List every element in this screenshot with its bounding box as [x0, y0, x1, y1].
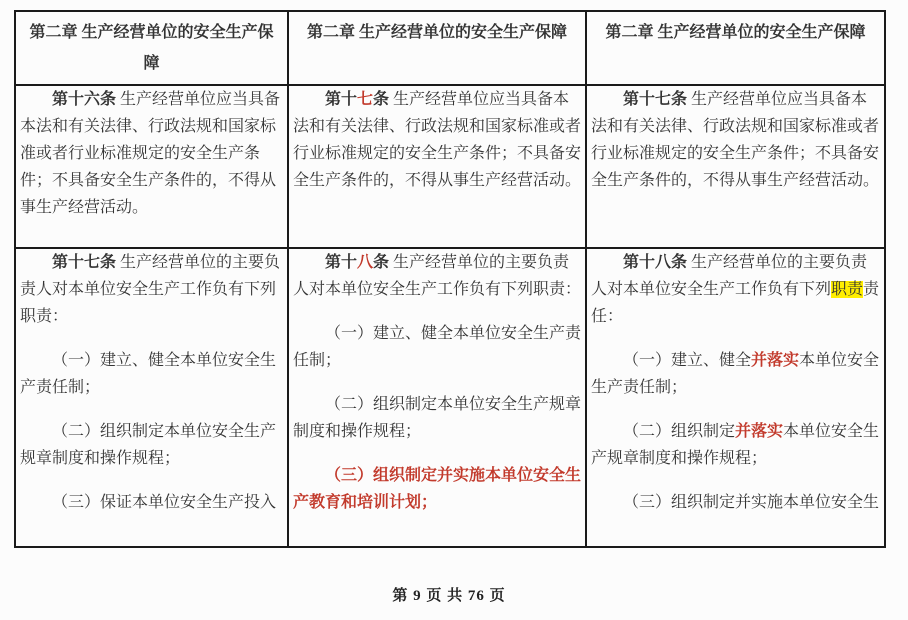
text-run: 生产经营单位应当具备本法和有关法律、行政法规和国家标准或者行业标准规定的安全生产条件；不具备安全生产条件的，不得从事生产经营活动。 — [293, 91, 582, 189]
paragraph — [20, 347, 283, 401]
article-row-conditions — [15, 85, 885, 248]
text-run: 生产经营单位应当具备本法和有关法律、行政法规和国家标准或者行业标准规定的安全生产条件；不具备安全生产条件的，不得从事生产经营活动。 — [591, 91, 880, 189]
text-run: （二）组织制定本单位安全生产规章制度和操作规程； — [293, 396, 582, 440]
article-row-duties — [15, 248, 885, 547]
paragraph — [591, 347, 880, 401]
article17-duties-cell-col1 — [15, 248, 288, 547]
bold-text-run: 第十 — [325, 91, 358, 108]
article18-duties-cell-col2 — [288, 248, 586, 547]
bold-text-run: 条 — [373, 254, 390, 271]
paragraph — [591, 249, 880, 330]
article17-cell-col2 — [288, 85, 586, 248]
paragraph — [293, 320, 581, 374]
text-run: 生产经营单位的主要负责人对本单位安全生产工作负有下列 — [591, 254, 868, 298]
article18-duties-cell-col3 — [586, 248, 885, 547]
paragraph — [20, 86, 283, 221]
bold-text-run: 条 — [373, 91, 390, 108]
page-number-footer: 第 9 页 共 76 页 — [392, 588, 506, 604]
law-comparison-table — [14, 10, 886, 548]
red-revision-run: 并落实 — [751, 352, 800, 369]
text-run: （一）建立、健全本单位安全生产责任制； — [293, 325, 582, 369]
text-run: 生产经营单位的主要负责人对本单位安全生产工作负有下列职责： — [20, 254, 281, 325]
text-run: 生产经营单位的主要负责人对本单位安全生产工作负有下列职责： — [293, 254, 582, 298]
text-run: 本单位安全生产规章制度和操作规程； — [591, 423, 880, 467]
paragraph — [293, 86, 581, 194]
red-revision-run: 八 — [357, 254, 374, 271]
yellow-highlight-run: 职责 — [831, 281, 864, 298]
text-run: （三）保证本单位安全生产投入 — [52, 494, 277, 511]
red-revision-run: 并落实 — [735, 423, 784, 440]
chapter-heading-col3: 第二章 生产经营单位的安全生产保障 — [586, 11, 885, 85]
paragraph — [591, 86, 880, 194]
text-run: 责任： — [591, 281, 880, 325]
paragraph — [293, 462, 581, 516]
red-revision-run: （三）组织制定并实施本单位安全生产教育和培训计划； — [293, 467, 582, 511]
text-run: （三）组织制定并实施本单位安全生 — [623, 494, 880, 511]
paragraph — [20, 249, 283, 330]
bold-text-run: 第十 — [325, 254, 358, 271]
paragraph — [293, 391, 581, 445]
text-run: （一）建立、健全本单位安全生产责任制； — [20, 352, 277, 396]
article16-cell-col1 — [15, 85, 288, 248]
text-run: （一）建立、健全 — [623, 352, 752, 369]
red-revision-run: 七 — [357, 91, 374, 108]
text-run: 生产经营单位应当具备本法和有关法律、行政法规和国家标准或者行业标准规定的安全生产条件；不具备安全生产条件的，不得从事生产经营活动。 — [20, 91, 281, 216]
chapter-heading-col2: 第二章 生产经营单位的安全生产保障 — [288, 11, 586, 85]
paragraph — [591, 418, 880, 472]
bold-text-run: 第十七条 — [623, 91, 688, 108]
paragraph — [20, 489, 283, 516]
document-page — [0, 10, 908, 620]
article17-cell-col3 — [586, 85, 885, 248]
paragraph — [591, 489, 880, 516]
chapter-heading-col1: 第二章 生产经营单位的安全生产保障 — [15, 11, 288, 85]
bold-text-run: 第十八条 — [623, 254, 688, 271]
bold-text-run: 第十六条 — [52, 91, 117, 108]
text-run: （二）组织制定本单位安全生产规章制度和操作规程； — [20, 423, 277, 467]
paragraph — [20, 418, 283, 472]
bold-text-run: 第十七条 — [52, 254, 117, 271]
paragraph — [293, 249, 581, 303]
chapter-header-row — [15, 11, 885, 85]
text-run: （二）组织制定 — [623, 423, 736, 440]
text-run: 本单位安全生产责任制； — [591, 352, 880, 396]
